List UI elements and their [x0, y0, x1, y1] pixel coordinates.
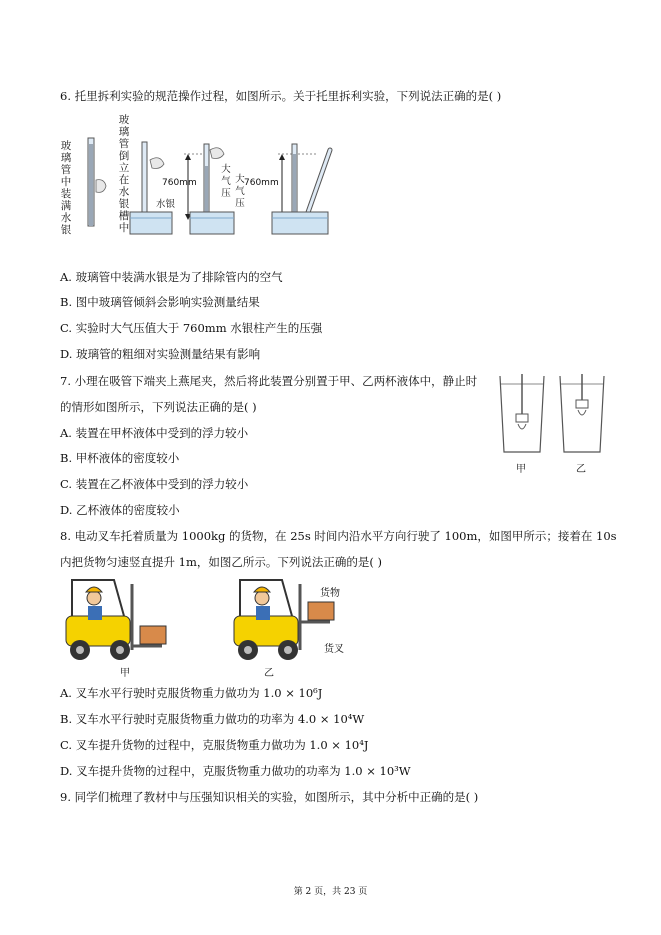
label-atm-1: 大气压	[221, 164, 231, 199]
label-beaker-b: 乙	[576, 464, 586, 475]
q7-option-d: D. 乙杯液体的密度较小	[60, 503, 180, 517]
forklift-figure	[58, 574, 378, 678]
q6-option-a: A. 玻璃管中装满水银是为了排除管内的空气	[60, 270, 283, 284]
q7-option-c: C. 装置在乙杯液体中受到的浮力较小	[60, 477, 249, 491]
label-fork: 货叉	[324, 644, 344, 655]
label-cargo: 货物	[320, 588, 340, 599]
label-beaker-a: 甲	[516, 464, 526, 475]
beakers-figure	[494, 370, 614, 475]
q7-option-a: A. 装置在甲杯液体中受到的浮力较小	[60, 426, 249, 440]
q6-option-b: B. 图中玻璃管倾斜会影响实验测量结果	[60, 295, 260, 309]
label-atm-2: 大气压	[235, 174, 245, 209]
q6-option-c: C. 实验时大气压值大于 760mm 水银柱产生的压强	[60, 321, 323, 335]
torricelli-figure	[58, 108, 438, 258]
question-7-stem-1: 7. 小理在吸管下端夹上燕尾夹，然后将此装置分别置于甲、乙两杯液体中，静止时	[60, 374, 478, 388]
q8-option-d: D. 叉车提升货物的过程中，克服货物重力做功的功率为 1.0 × 10³W	[60, 764, 411, 778]
q8-option-a: A. 叉车水平行驶时克服货物重力做功为 1.0 × 10⁶J	[60, 686, 323, 700]
label-forklift-b: 乙	[264, 668, 274, 679]
question-7-stem-2: 的情形如图所示，下列说法正确的是( )	[60, 400, 257, 414]
question-6-stem: 6. 托里拆利实验的规范操作过程，如图所示。关于托里拆利实验，下列说法正确的是( )	[60, 89, 502, 103]
q8-option-c: C. 叉车提升货物的过程中，克服货物重力做功为 1.0 × 10⁴J	[60, 738, 369, 752]
question-9-stem: 9. 同学们梳理了教材中与压强知识相关的实验，如图所示，其中分析中正确的是( )	[60, 790, 479, 804]
label-glass-full: 玻璃管中装满水银	[60, 140, 72, 236]
q8-option-b: B. 叉车水平行驶时克服货物重力做功的功率为 4.0 × 10⁴W	[60, 712, 365, 726]
page-footer: 第 2 页，共 23 页	[293, 887, 368, 897]
q7-option-b: B. 甲杯液体的密度较小	[60, 451, 180, 465]
label-760mm-1: 760mm	[162, 178, 197, 188]
question-8-stem-2: 内把货物匀速竖直提升 1m，如图乙所示。下列说法正确的是( )	[60, 555, 383, 569]
label-forklift-a: 甲	[120, 668, 130, 679]
question-8-stem-1: 8. 电动叉车托着质量为 1000kg 的货物，在 25s 时间内沿水平方向行驶了 100m，如图甲所示；接着在 10s	[60, 529, 617, 543]
label-glass-inverted: 玻璃管倒立在水银槽中	[118, 114, 130, 234]
beakers-drawing	[494, 370, 614, 460]
label-760mm-2: 760mm	[244, 178, 279, 188]
q6-option-d: D. 玻璃管的粗细对实验测量结果有影响	[60, 347, 261, 361]
label-mercury: 水银	[156, 199, 176, 210]
